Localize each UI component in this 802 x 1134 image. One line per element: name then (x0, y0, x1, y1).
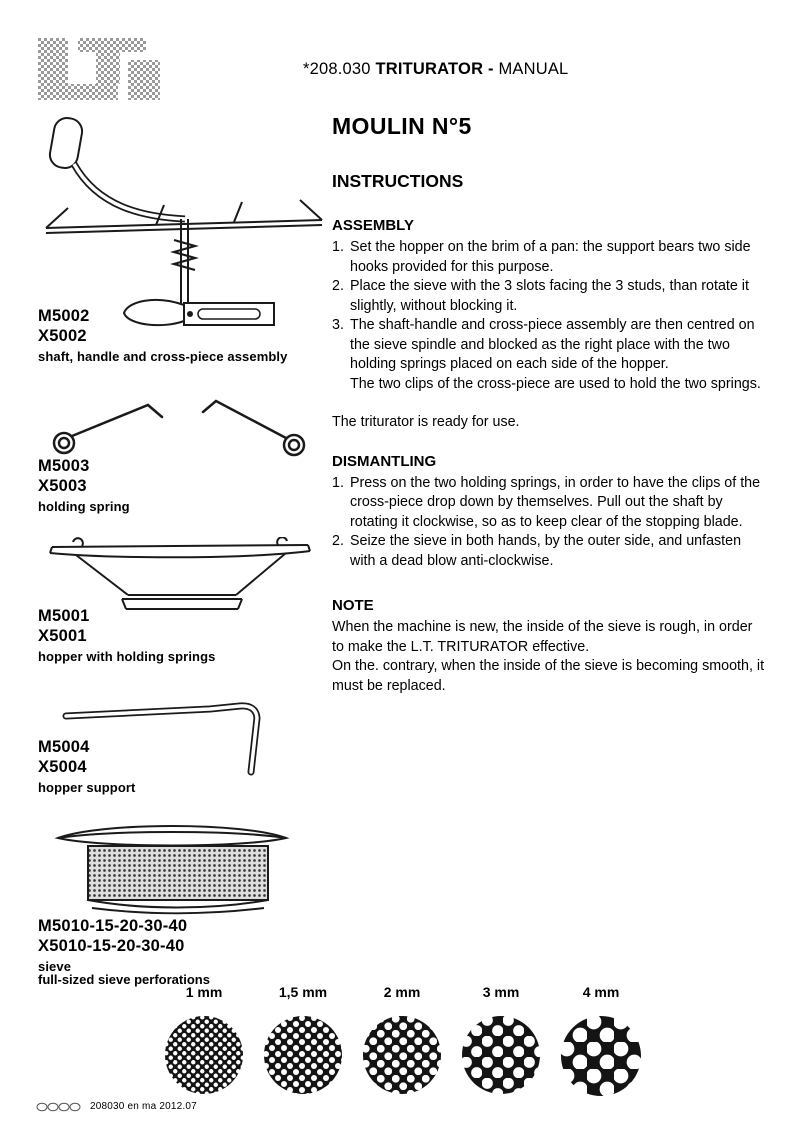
step-text: Press on the two holding springs, in order to have the clips of the cross-piece drop down by themselves. Pull out the shaft by rotating it clockwise, so as to keep clear of the stopping blade. (350, 474, 761, 530)
perforation-sample-2mm (362, 984, 442, 1097)
step-text: Place the sieve with the 3 slots facing the 3 studs, than rotate it slightly, without blocking it. (350, 278, 749, 314)
step-number: 1. (332, 239, 344, 255)
part-code-x: X5010-15-20-30-40 (38, 937, 185, 955)
assembly-step-3 (332, 316, 766, 375)
perforation-size-label: 2 mm (383, 984, 421, 1000)
perforation-size-label: 1,5 mm (278, 984, 328, 1000)
sieve-drawing-icon (52, 818, 292, 916)
part-label: holding spring (38, 499, 130, 514)
part-label: hopper support (38, 780, 136, 795)
part-code-m: M5003 (38, 457, 90, 475)
holding-spring-drawing-icon (40, 393, 320, 465)
instructions-heading: INSTRUCTIONS (332, 171, 464, 191)
part-code-m: M5004 (38, 738, 90, 756)
part-code-x: X5003 (38, 477, 87, 495)
part-caption-holding-spring (38, 456, 130, 514)
footer (36, 1101, 197, 1112)
perforations-label: full-sized sieve perforations (38, 972, 210, 987)
footer-certification-icons (36, 1102, 84, 1112)
step-text: The shaft-handle and cross-piece assembly are then centred on the sieve spindle and blocked as the right place with the two holding springs placed on each side of the hopper. (350, 317, 755, 372)
brand-logo (38, 38, 160, 100)
footer-revision: 208030 en ma 2012.07 (90, 1101, 197, 1112)
step-number: 2. (332, 533, 344, 549)
ready-text: The triturator is ready for use. (332, 414, 520, 430)
assembly-section (332, 217, 766, 433)
part-code-m: M5002 (38, 307, 90, 325)
perforation-sample-4mm (560, 984, 642, 1097)
perforation-3mm-icon (461, 1015, 541, 1095)
note-heading: NOTE (332, 597, 374, 614)
assembly-clips-note: The two clips of the cross-piece are used to hold the two springs. (350, 375, 761, 392)
part-label: shaft, handle and cross-piece assembly (38, 349, 288, 364)
part-code-m: M5001 (38, 607, 90, 625)
perforation-size-label: 3 mm (482, 984, 520, 1000)
part-caption-shaft-assembly (38, 306, 287, 364)
perforation-size-label: 4 mm (582, 984, 620, 1000)
part-code-m: M5010-15-20-30-40 (38, 917, 188, 935)
spacer (332, 433, 766, 453)
part-label: sieve (38, 959, 72, 974)
step-text: Seize the sieve in both hands, by the outer side, and unfasten with a dead blow anti-clockwise. (350, 533, 742, 569)
perforation-1mm-icon (164, 1015, 244, 1095)
assembly-heading: ASSEMBLY (332, 217, 414, 234)
page-title: MOULIN N°5 (332, 113, 472, 139)
part-caption-hopper (38, 606, 215, 664)
part-code-x: X5004 (38, 758, 87, 776)
part-code-x: X5002 (38, 327, 87, 345)
lt-logo-icon (38, 38, 160, 100)
instructions-column (332, 113, 766, 696)
perforation-sample-3mm (461, 984, 541, 1097)
perforation-4mm-icon (560, 1015, 642, 1097)
spacer (332, 571, 766, 597)
perforation-sample-1-5mm (263, 984, 343, 1097)
assembly-step-2 (332, 277, 766, 316)
step-number: 1. (332, 474, 344, 491)
doc-type: MANUAL (498, 60, 569, 78)
step-number: 2. (332, 278, 344, 294)
perforation-size-label: 1 mm (185, 984, 223, 1000)
note-section (332, 597, 766, 696)
figure-holding-spring (40, 393, 320, 465)
doc-name: TRITURATOR - (375, 60, 494, 78)
dismantling-heading: DISMANTLING (332, 452, 437, 470)
note-paragraph-2: On the. contrary, when the inside of the sieve is becoming smooth, it must be replaced. (332, 658, 765, 694)
perforation-sample-1mm (164, 984, 244, 1097)
dismantling-section (332, 453, 766, 572)
doc-code: *208.030 (303, 60, 371, 78)
figure-sieve (52, 818, 292, 916)
part-caption-hopper-support (38, 737, 135, 795)
perforation-1-5mm-icon (263, 1015, 343, 1095)
dismantling-step-1 (332, 474, 766, 533)
perforation-samples (164, 984, 642, 1097)
step-number: 3. (332, 317, 344, 333)
perforation-2mm-icon (362, 1015, 442, 1095)
part-caption-sieve (38, 916, 187, 974)
part-label: hopper with holding springs (38, 649, 216, 664)
note-paragraph-1: When the machine is new, the inside of the sieve is rough, in order to make the L.T. TRITURATOR effective. (332, 619, 753, 655)
assembly-step-1 (332, 238, 766, 277)
step-text: Set the hopper on the brim of a pan: the support bears two side hooks provided for this purpose. (350, 239, 751, 275)
spacer (332, 394, 766, 413)
document-header (303, 60, 568, 79)
dismantling-step-2 (332, 532, 766, 571)
part-code-x: X5001 (38, 627, 87, 645)
